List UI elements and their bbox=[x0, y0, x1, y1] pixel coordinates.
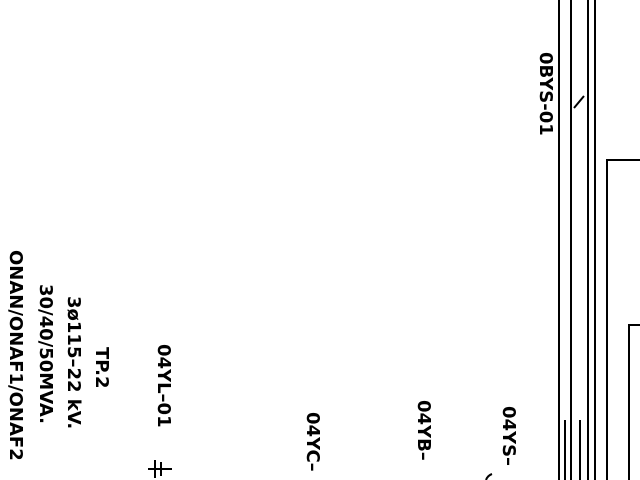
feeder-ys-label: 04YS– bbox=[498, 406, 519, 467]
transformer-voltage-label: 3ø115–22 kV. bbox=[63, 296, 84, 430]
transformer-cooling-label: ONAN/ONAF1/ONAF2 bbox=[5, 250, 26, 461]
feeder-yl-ground-symbol bbox=[148, 460, 172, 478]
sectionalizer-label: 0BYS-01 bbox=[535, 52, 556, 136]
equipment-box-inner bbox=[629, 325, 640, 480]
feeder-yc-label: 04YC– bbox=[302, 412, 323, 472]
equipment-box-outline bbox=[607, 160, 640, 480]
feeder-ys-arc bbox=[486, 474, 492, 480]
sectionalizer-switch-blade bbox=[574, 96, 584, 108]
transformer-name-label: TP.2 bbox=[91, 347, 112, 389]
transformer-rating-label: 30/40/50MVA. bbox=[35, 284, 56, 425]
feeder-yb-label: 04YB– bbox=[413, 400, 434, 461]
feeder-yl-label: 04YL–01 bbox=[153, 344, 174, 428]
